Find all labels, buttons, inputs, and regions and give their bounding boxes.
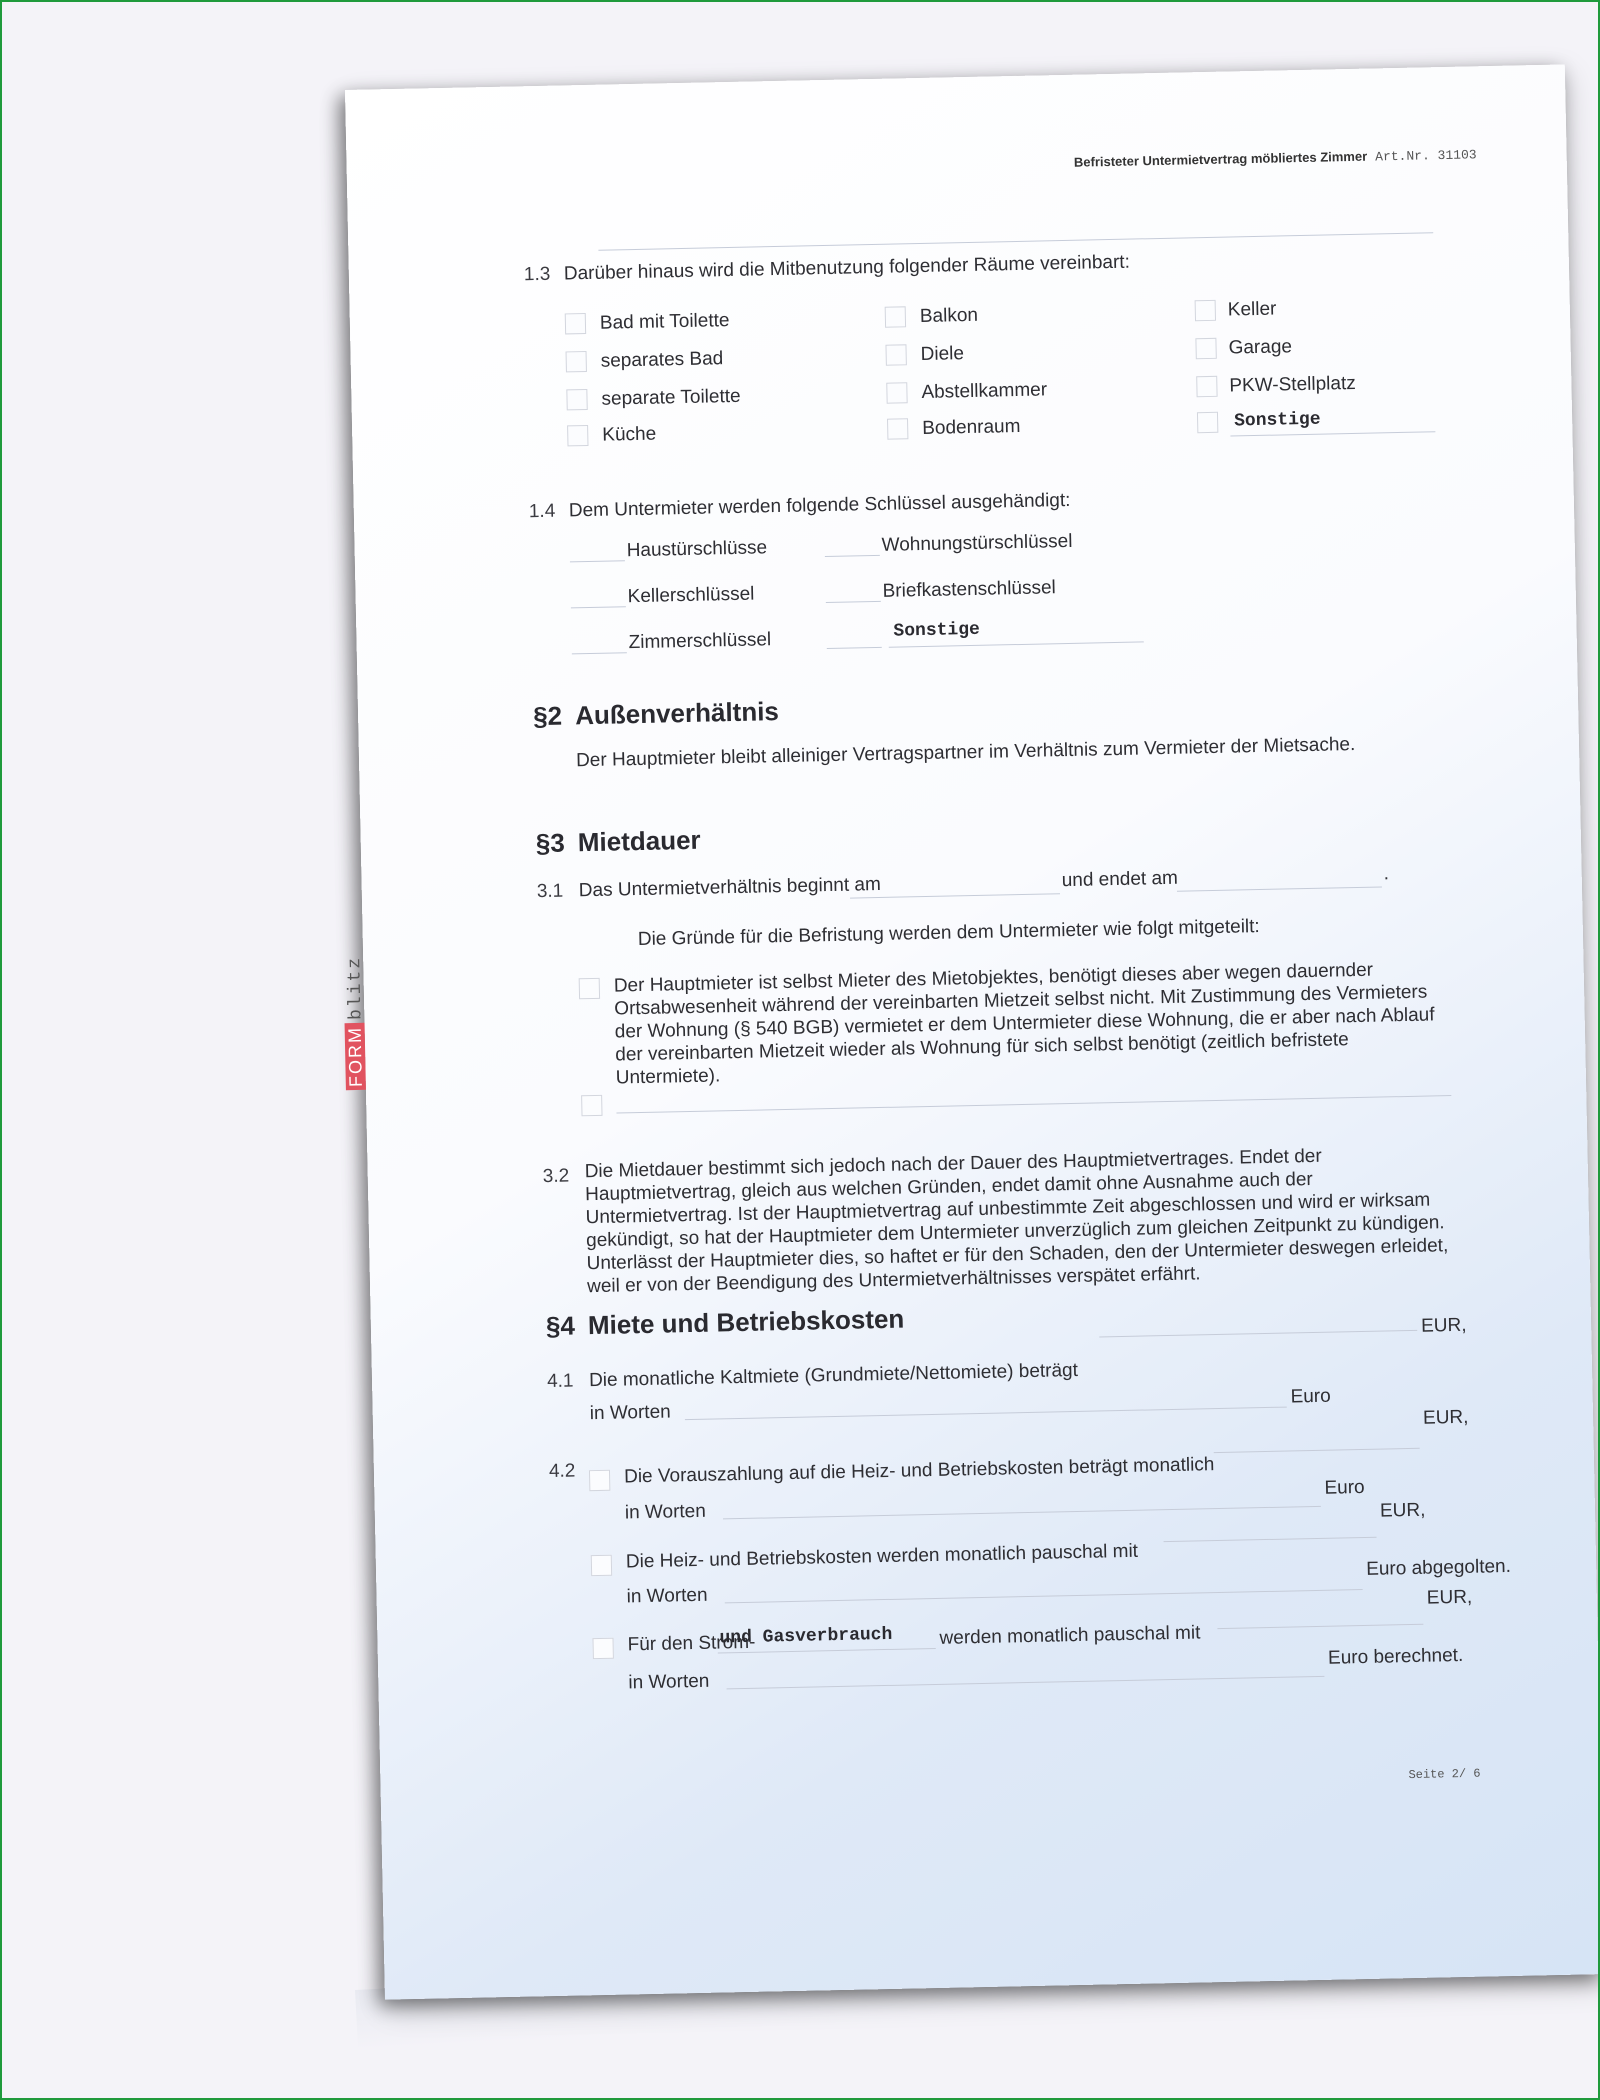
section-3-1-text-b: und endet am xyxy=(1061,867,1179,892)
room-label: Bad mit Toilette xyxy=(599,310,730,334)
sonstige-key-line xyxy=(889,641,1144,647)
room-label: Balkon xyxy=(919,304,979,328)
checkbox-bodenraum[interactable] xyxy=(887,418,908,439)
rent-amount-field[interactable] xyxy=(1099,1330,1417,1338)
section-2-text: Der Hauptmieter bleibt alleiniger Vertragspartner im Verhältnis zum Vermieter der Mietsache. xyxy=(575,733,1356,772)
room-label: Abstellkammer xyxy=(921,379,1048,403)
room-label: Diele xyxy=(920,343,965,365)
checkbox-bad-mit-toilette[interactable] xyxy=(565,313,586,334)
strom-end-label: Euro berechnet. xyxy=(1327,1644,1464,1669)
strom-fill-field[interactable]: und Gasverbrauch xyxy=(719,1624,893,1649)
section-number-3: §3 xyxy=(535,827,566,859)
document-page xyxy=(345,64,1600,1999)
key-count-field[interactable] xyxy=(572,652,627,654)
section-number-1-4: 1.4 xyxy=(528,500,556,523)
eur-label: EUR, xyxy=(1379,1499,1426,1522)
reason-2-field[interactable] xyxy=(616,1095,1451,1113)
checkbox-balkon[interactable] xyxy=(885,306,906,327)
rent-words-field[interactable] xyxy=(685,1407,1287,1421)
top-fill-line[interactable] xyxy=(598,232,1433,250)
euro-label: Euro xyxy=(1290,1385,1331,1408)
checkbox-separate-toilette[interactable] xyxy=(566,389,587,410)
checkbox-pkw-stellplatz[interactable] xyxy=(1196,376,1217,397)
reasons-intro: Die Gründe für die Befristung werden dem Untermieter wie folgt mitgeteilt: xyxy=(637,916,1260,951)
option-vorauszahlung-text: Die Vorauszahlung auf die Heiz- und Betriebskosten beträgt monatlich xyxy=(623,1454,1215,1488)
pauschale-words-field[interactable] xyxy=(725,1589,1363,1603)
checkbox-abstellkammer[interactable] xyxy=(886,382,907,403)
section-number-2: §2 xyxy=(532,700,563,732)
in-words-label: in Worten xyxy=(626,1584,708,1608)
room-label: separates Bad xyxy=(600,348,724,372)
room-label: Bodenraum xyxy=(921,415,1021,439)
checkbox-sonstige-raum[interactable] xyxy=(1197,412,1218,433)
header-title: Befristeter Untermietvertrag möbliertes Zimmer xyxy=(1073,148,1368,170)
option-strom-text-b: werden monatlich pauschal mit xyxy=(939,1622,1201,1649)
checkbox-keller[interactable] xyxy=(1195,300,1216,321)
in-words-label: in Worten xyxy=(589,1401,671,1425)
option-pauschale-text: Die Heiz- und Betriebskosten werden monatlich pauschal mit xyxy=(625,1540,1139,1573)
room-label: Keller xyxy=(1227,298,1277,321)
checkbox-strom[interactable] xyxy=(592,1638,613,1659)
option-strom-text-a: Für den Strom- xyxy=(627,1631,756,1656)
room-label: Garage xyxy=(1228,336,1293,359)
page-number: Seite 2/ 6 xyxy=(1408,1766,1481,1783)
checkbox-pauschale[interactable] xyxy=(591,1555,612,1576)
section-3-2-text: Die Mietdauer bestimmt sich jedoch nach der Dauer des Hauptmietvertrages. Endet der Hauptmietvertrag, gleich aus welchen Gründen, endet damit ohne Ausnahme auch der Untermietvertrag. Ist der Hauptmietvertrag auf unbestimmte Zeit abgeschlossen und wird er wirksam gekündigt, so hat der Hauptmieter dem Untermieter unverzüglich zum gleichen Zeitpunkt zu kündigen. Unterlässt der Hauptmieter dies, so haftet er für den Schaden, den der Untermieter deswegen erleidet, weil er von der Beendigung des Untermietverhältnisses verspätet erfährt. xyxy=(584,1145,1449,1298)
reason-1-text: Der Hauptmieter ist selbst Mieter des Mietobjektes, benötigt dieses aber wegen dauernder Ortsabwesenheit während der vereinbarten Mietzeit selbst nicht. Mit Zustimmung des Vermieters der Wohnung (§ 540 BGB) vermietet er dem Untermieter diese Wohnung, die er aber nach Ablauf der vereinbarten Mietzeit wieder als Wohnung für sich selbst benötigt (zeitlich befristete Untermiete). xyxy=(613,959,1435,1089)
room-label: PKW-Stellplatz xyxy=(1229,372,1356,397)
start-date-field[interactable] xyxy=(850,893,1060,898)
document-header xyxy=(1074,146,1477,170)
section-number-1-3: 1.3 xyxy=(523,263,551,286)
sonstige-key-field[interactable]: Sonstige xyxy=(893,619,981,642)
in-words-label: in Worten xyxy=(624,1500,707,1524)
sonstige-raum-line xyxy=(1230,431,1435,436)
section-2-title: Außenverhältnis xyxy=(574,696,780,731)
pauschale-amount-field[interactable] xyxy=(1164,1537,1377,1542)
key-label: Zimmerschlüssel xyxy=(628,629,772,654)
section-3-title: Mietdauer xyxy=(577,824,701,858)
section-4-title: Miete und Betriebskosten xyxy=(587,1303,905,1341)
key-count-field[interactable] xyxy=(570,560,625,562)
vorauszahlung-amount-field[interactable] xyxy=(1214,1448,1420,1453)
key-label: Wohnungstürschlüssel xyxy=(881,530,1073,556)
room-label: Küche xyxy=(602,423,657,446)
key-label: Kellerschlüssel xyxy=(627,583,755,608)
checkbox-garage[interactable] xyxy=(1195,338,1216,359)
key-count-field[interactable] xyxy=(827,647,882,649)
checkbox-separates-bad[interactable] xyxy=(566,351,587,372)
checkbox-kueche[interactable] xyxy=(567,425,588,446)
key-count-field[interactable] xyxy=(825,555,880,557)
checkbox-diele[interactable] xyxy=(885,344,906,365)
section-1-4-text: Dem Untermieter werden folgende Schlüssel ausgehändigt: xyxy=(568,489,1071,522)
checkbox-reason-2[interactable] xyxy=(581,1095,602,1116)
formblitz-logo: FORMblitz xyxy=(343,956,368,1090)
strom-amount-field[interactable] xyxy=(1217,1624,1423,1629)
key-count-field[interactable] xyxy=(571,606,626,608)
section-1-3-text: Darüber hinaus wird die Mitbenutzung folgender Räume vereinbart: xyxy=(563,251,1131,285)
eur-label: EUR, xyxy=(1420,1314,1467,1337)
vorauszahlung-words-field[interactable] xyxy=(723,1506,1321,1520)
checkbox-reason-1[interactable] xyxy=(579,978,600,999)
section-number-3-1: 3.1 xyxy=(536,880,564,903)
euro-label: Euro xyxy=(1324,1476,1365,1499)
section-number-4: §4 xyxy=(545,1310,576,1342)
section-3-1-text-c: . xyxy=(1383,863,1390,885)
key-label: Haustürschlüsse xyxy=(626,537,768,562)
section-number-3-2: 3.2 xyxy=(542,1165,570,1188)
in-words-label: in Worten xyxy=(628,1670,710,1694)
pauschale-end-label: Euro abgegolten. xyxy=(1365,1555,1512,1580)
section-3-1-text-a: Das Untermietverhältnis beginnt am xyxy=(578,873,882,902)
header-art-nr: Art.Nr. 31103 xyxy=(1375,147,1477,165)
eur-label: EUR, xyxy=(1426,1586,1473,1609)
key-label: Briefkastenschlüssel xyxy=(882,577,1057,602)
end-date-field[interactable] xyxy=(1177,886,1382,891)
section-number-4-1: 4.1 xyxy=(546,1370,574,1393)
sonstige-raum-field[interactable]: Sonstige xyxy=(1233,409,1321,432)
checkbox-vorauszahlung[interactable] xyxy=(589,1470,610,1491)
eur-label: EUR, xyxy=(1422,1406,1469,1429)
section-number-4-2: 4.2 xyxy=(548,1460,576,1483)
room-label: separate Toilette xyxy=(601,385,741,410)
section-4-1-text: Die monatliche Kaltmiete (Grundmiete/Nettomiete) beträgt xyxy=(588,1359,1079,1392)
strom-words-field[interactable] xyxy=(727,1676,1325,1690)
key-count-field[interactable] xyxy=(826,601,881,603)
